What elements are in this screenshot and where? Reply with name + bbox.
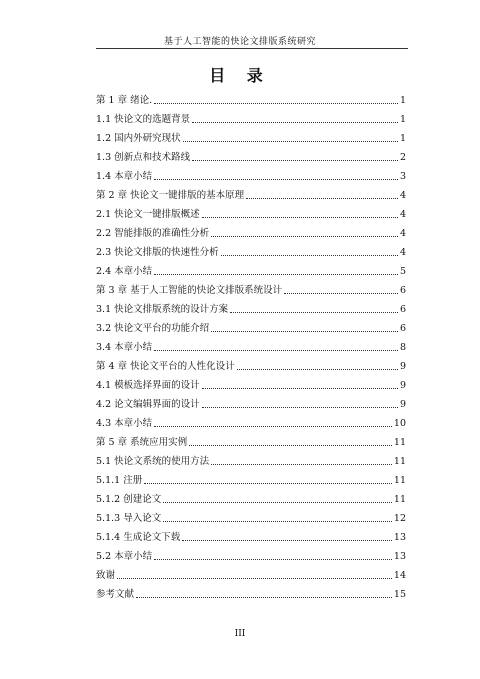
- toc-entry-label: 5.1.3 导入论文: [96, 513, 162, 524]
- toc-entry-label: 1.2 国内外研究现状: [96, 133, 181, 144]
- toc-entry[interactable]: [96, 277, 406, 296]
- toc-entry-label: 第 5 章 系统应用实例: [96, 437, 188, 448]
- toc-entry-label: 5.1.4 生成论文下载: [96, 532, 181, 543]
- toc-entry[interactable]: [96, 258, 406, 277]
- toc-entry-label: 3.4 本章小结: [96, 342, 153, 353]
- toc-entry[interactable]: [96, 391, 406, 410]
- toc-entry-label: 1.1 快论文的选题背景: [96, 114, 191, 125]
- toc-dot-leader: [202, 407, 398, 408]
- toc-entry-page: 11: [393, 475, 406, 486]
- toc-entry-page: 12: [393, 513, 406, 524]
- toc-entry-label: 2.3 快论文排版的快速性分析: [96, 247, 219, 258]
- toc-entry-label: 1.4 本章小结: [96, 171, 153, 182]
- toc-entry-page: 6: [399, 285, 406, 296]
- toc-entry-page: 11: [393, 456, 406, 467]
- toc-entry[interactable]: [96, 144, 406, 163]
- toc-entry-page: 3: [399, 171, 406, 182]
- toc-entry-label: 5.2 本章小结: [96, 551, 153, 562]
- toc-entry[interactable]: [96, 429, 406, 448]
- toc-dot-leader: [182, 540, 392, 541]
- toc-entry[interactable]: [96, 543, 406, 562]
- toc-entry[interactable]: [96, 106, 406, 125]
- toc-entry-page: 9: [399, 380, 406, 391]
- toc-dot-leader: [202, 388, 398, 389]
- toc-dot-leader: [183, 141, 398, 142]
- toc-dot-leader: [154, 350, 398, 351]
- toc-dot-leader: [163, 521, 392, 522]
- toc-entry-label: 4.2 论文编辑界面的设计: [96, 399, 200, 410]
- toc-entry-page: 15: [393, 589, 406, 600]
- toc-entry[interactable]: [96, 87, 406, 106]
- toc-entry-label: 1.3 创新点和技术路线: [96, 152, 191, 163]
- toc-dot-leader: [211, 331, 398, 332]
- toc-entry-page: 4: [399, 228, 406, 239]
- toc-dot-leader: [136, 597, 392, 598]
- toc-entry[interactable]: [96, 315, 406, 334]
- toc-entry-label: 2.2 智能排版的准确性分析: [96, 228, 210, 239]
- toc-entry-page: 5: [399, 266, 406, 277]
- toc-dot-leader: [202, 217, 398, 218]
- toc-entry-page: 4: [399, 247, 406, 258]
- toc-entry-page: 1: [399, 133, 406, 144]
- toc-entry-page: 6: [399, 304, 406, 315]
- toc-entry-page: 14: [393, 570, 406, 581]
- header-rule: [96, 48, 408, 49]
- toc-entry[interactable]: [96, 220, 406, 239]
- toc-dot-leader: [192, 122, 398, 123]
- toc-entry-label: 5.1 快论文系统的使用方法: [96, 456, 210, 467]
- toc-entry-page: 9: [399, 399, 406, 410]
- toc-entry-label: 第 2 章 快论文一键排版的基本原理: [96, 190, 245, 201]
- toc-list: [96, 87, 406, 600]
- toc-dot-leader: [230, 312, 398, 313]
- toc-entry[interactable]: [96, 182, 406, 201]
- toc-dot-leader: [221, 255, 398, 256]
- toc-dot-leader: [189, 445, 392, 446]
- toc-entry-label: 3.2 快论文平台的功能介绍: [96, 323, 210, 334]
- toc-dot-leader: [284, 293, 398, 294]
- toc-entry[interactable]: [96, 410, 406, 429]
- toc-entry-label: 第 3 章 基于人工智能的快论文排版系统设计: [96, 285, 283, 296]
- toc-title: 目 录: [209, 66, 271, 85]
- toc-entry[interactable]: [96, 467, 406, 486]
- toc-entry-page: 6: [399, 323, 406, 334]
- toc-entry[interactable]: [96, 353, 406, 372]
- toc-entry[interactable]: [96, 448, 406, 467]
- toc-entry-page: 1: [399, 95, 406, 106]
- toc-dot-leader: [154, 179, 398, 180]
- toc-dot-leader: [117, 578, 392, 579]
- toc-entry-label: 4.3 本章小结: [96, 418, 153, 429]
- toc-entry-page: 11: [393, 494, 406, 505]
- toc-entry-label: 第 1 章 绪论.: [96, 95, 153, 106]
- toc-entry-page: 13: [393, 532, 406, 543]
- toc-entry[interactable]: [96, 524, 406, 543]
- toc-dot-leader: [163, 502, 392, 503]
- toc-entry[interactable]: [96, 372, 406, 391]
- toc-entry-label: 第 4 章 快论文平台的人性化设计: [96, 361, 235, 372]
- toc-dot-leader: [211, 236, 398, 237]
- toc-entry-label: 4.1 模板选择界面的设计: [96, 380, 200, 391]
- toc-dot-leader: [211, 464, 392, 465]
- toc-entry-page: 4: [399, 209, 406, 220]
- toc-entry-label: 致谢: [96, 570, 116, 581]
- toc-entry-label: 5.1.1 注册: [96, 475, 143, 486]
- toc-dot-leader: [154, 103, 398, 104]
- toc-entry-page: 1: [399, 114, 406, 125]
- toc-entry[interactable]: [96, 581, 406, 600]
- toc-entry[interactable]: [96, 125, 406, 144]
- toc-entry-page: 4: [399, 190, 406, 201]
- toc-dot-leader: [246, 198, 398, 199]
- toc-entry[interactable]: [96, 486, 406, 505]
- toc-entry-page: 10: [393, 418, 406, 429]
- toc-dot-leader: [237, 369, 398, 370]
- toc-entry[interactable]: [96, 562, 406, 581]
- toc-entry-page: 9: [399, 361, 406, 372]
- toc-dot-leader: [144, 483, 392, 484]
- toc-entry-label: 参考文献: [96, 589, 135, 600]
- toc-dot-leader: [154, 274, 398, 275]
- toc-dot-leader: [154, 426, 392, 427]
- toc-entry-page: 8: [399, 342, 406, 353]
- toc-entry[interactable]: [96, 201, 406, 220]
- toc-entry[interactable]: [96, 296, 406, 315]
- toc-dot-leader: [154, 559, 392, 560]
- toc-entry-label: 2.1 快论文一键排版概述: [96, 209, 200, 220]
- toc-entry[interactable]: [96, 239, 406, 258]
- toc-entry[interactable]: [96, 505, 406, 524]
- toc-entry-label: 2.4 本章小结: [96, 266, 153, 277]
- page-number: III: [234, 629, 246, 639]
- toc-entry-label: 5.1.2 创建论文: [96, 494, 162, 505]
- toc-entry-page: 13: [393, 551, 406, 562]
- running-header: 基于人工智能的快论文排版系统研究: [163, 37, 316, 47]
- toc-dot-leader: [192, 160, 398, 161]
- toc-entry-page: 11: [393, 437, 406, 448]
- toc-entry-page: 2: [399, 152, 406, 163]
- toc-entry-label: 3.1 快论文排版系统的设计方案: [96, 304, 229, 315]
- toc-entry[interactable]: [96, 334, 406, 353]
- toc-entry[interactable]: [96, 163, 406, 182]
